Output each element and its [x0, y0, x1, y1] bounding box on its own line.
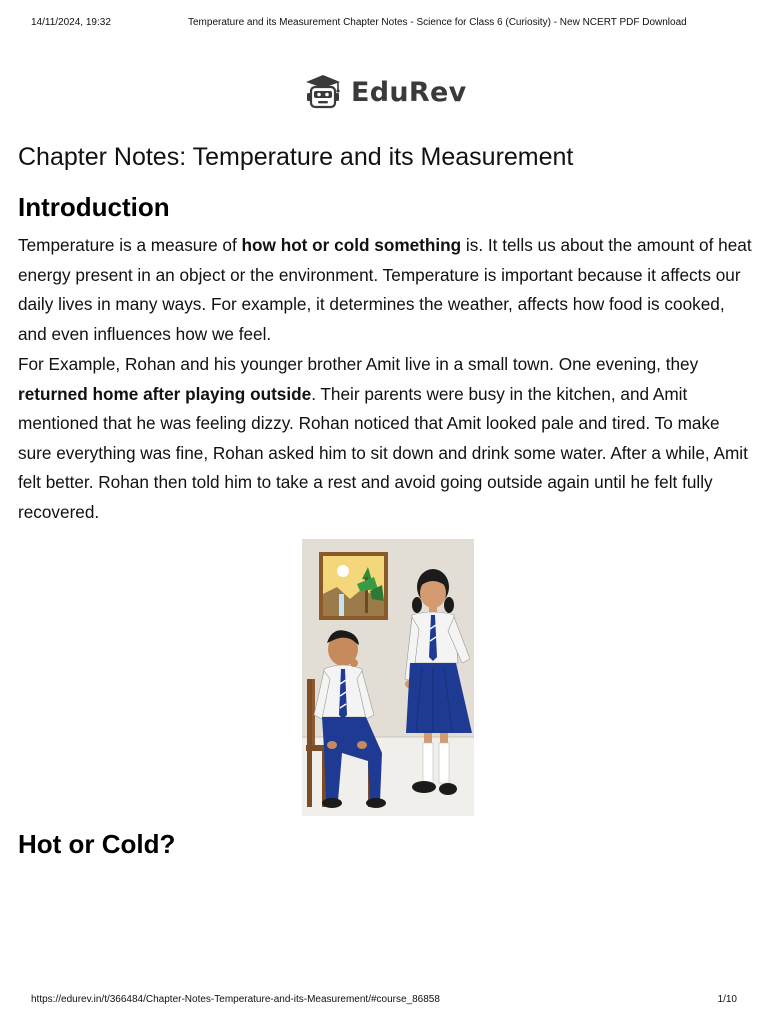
- introduction-heading: Introduction: [18, 192, 170, 222]
- print-footer: [0, 994, 768, 1008]
- hot-or-cold-heading: Hot or Cold?: [18, 829, 176, 859]
- print-url[interactable]: https://edurev.in/t/366484/Chapter-Notes-Temperature-and-its-Measurement/#course_86858: [31, 994, 440, 1005]
- bold-phrase: how hot or cold something: [241, 235, 462, 255]
- text-segment: . Their parents were busy in the kitchen, and Amit mentioned that he was feeling dizzy. Rohan noticed that Amit looked pale and tired. To make sure everything was fine, Rohan asked him to sit down and drink some water. After a while, Amit felt better. Rohan then told him to take a rest and avoid going outside again until he felt fully recovered.: [18, 383, 748, 522]
- print-header: [0, 17, 768, 31]
- chapter-title: Chapter Notes: Temperature and its Measurement: [18, 143, 574, 171]
- illustration-rohan-and-amit: [302, 539, 474, 816]
- text-segment: is. It tells us about the amount of heat energy present in an object or the environment. Temperature is important because it affects our daily lives in many ways. For example, it determines the weather, affects how food is cooked, and even influences how we feel.: [18, 235, 752, 344]
- intro-paragraph-1: [18, 231, 753, 349]
- intro-paragraph-2: [18, 350, 753, 527]
- print-datetime: 14/11/2024, 19:32: [31, 17, 111, 28]
- bold-phrase: returned home after playing outside: [18, 383, 312, 404]
- edurev-logo[interactable]: [302, 72, 467, 112]
- page-number: 1/10: [717, 994, 737, 1005]
- text-segment: For Example, Rohan and his younger brother Amit live in a small town. One evening, they: [18, 354, 699, 374]
- text-segment: Temperature is a measure of: [18, 235, 242, 255]
- print-page-title: Temperature and its Measurement Chapter Notes - Science for Class 6 (Curiosity) - New NCERT PDF Download: [188, 17, 687, 28]
- logo-text: EduRev: [351, 76, 467, 108]
- graduation-cap-robot-icon: [302, 73, 344, 111]
- wall-painting: [319, 552, 388, 620]
